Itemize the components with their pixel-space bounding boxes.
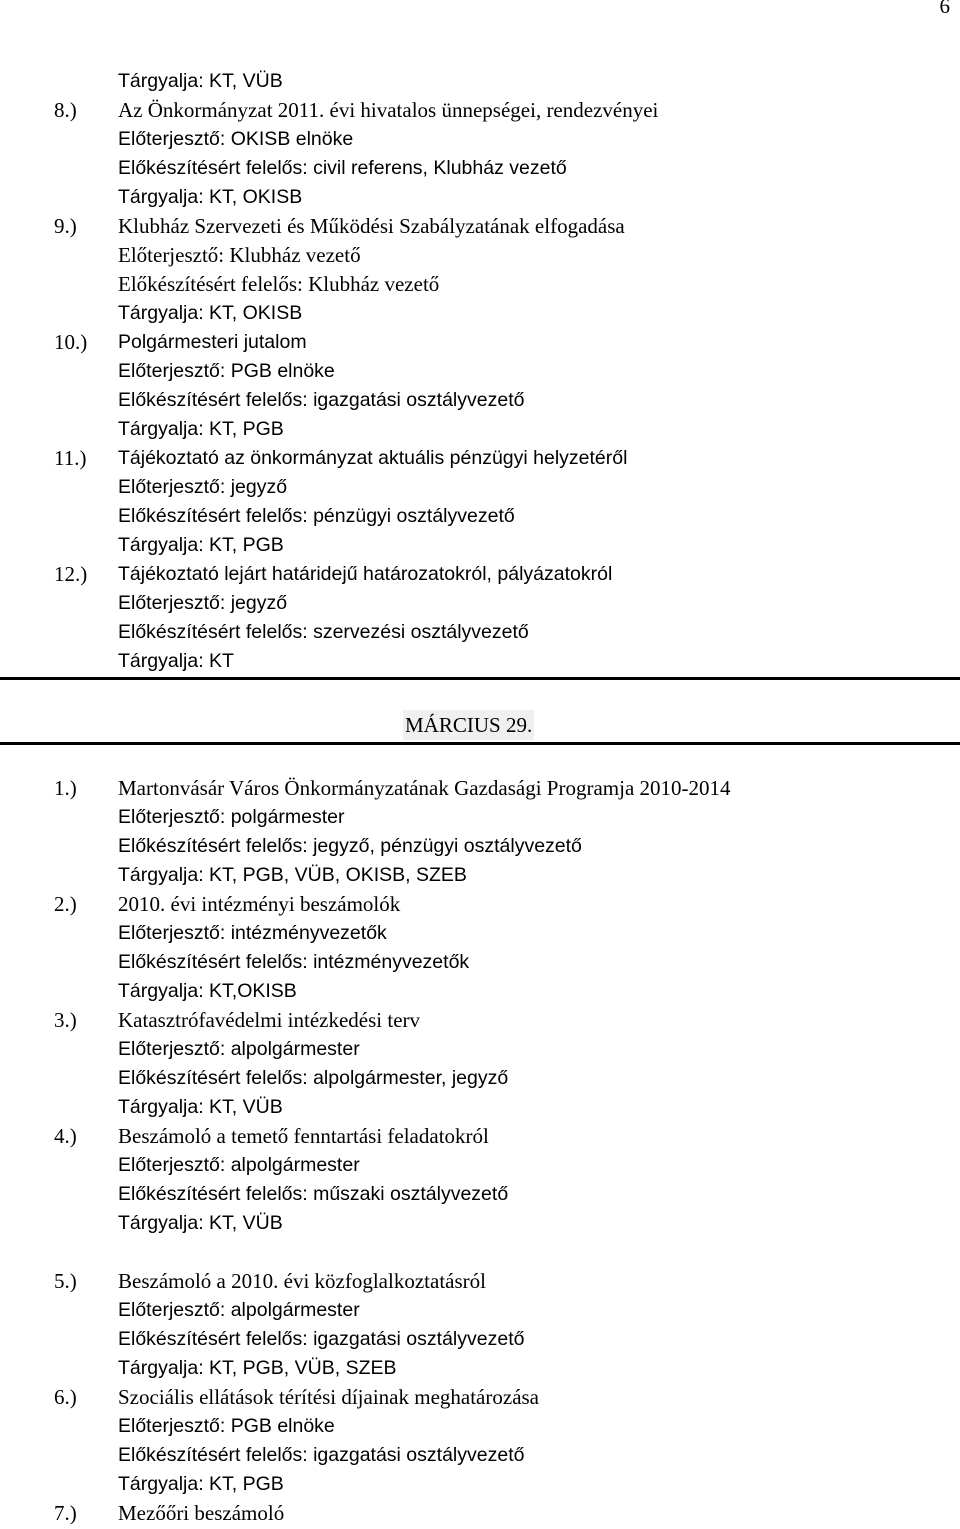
item-detail: Előkészítésért felelős: Klubház vezető <box>118 272 440 296</box>
item-detail: Tárgyalja: KT, PGB <box>118 1473 284 1495</box>
item-detail: Előterjesztő: alpolgármester <box>118 1038 360 1060</box>
item-number: 3.) <box>54 1008 77 1032</box>
item-detail: Előterjesztő: OKISB elnöke <box>118 128 354 150</box>
item-detail: Tárgyalja: KT, PGB <box>118 418 284 440</box>
item-number: 1.) <box>54 776 77 800</box>
item-number: 2.) <box>54 892 77 916</box>
item-title: Beszámoló a 2010. évi közfoglalkoztatásról <box>118 1269 486 1293</box>
item-detail: Előkészítésért felelős: igazgatási osztályvezető <box>118 1328 525 1350</box>
item-detail: Előterjesztő: polgármester <box>118 806 345 828</box>
item-detail: Előterjesztő: jegyző <box>118 476 288 498</box>
date-heading: MÁRCIUS 29. <box>403 710 534 740</box>
page-number: 6 <box>939 0 950 18</box>
item-detail: Előterjesztő: PGB elnöke <box>118 1415 335 1437</box>
item-title: Beszámoló a temető fenntartási feladatokról <box>118 1124 489 1148</box>
item-detail: Előterjesztő: PGB elnöke <box>118 360 335 382</box>
item-detail: Tárgyalja: KT, OKISB <box>118 186 303 208</box>
item-number: 4.) <box>54 1124 77 1148</box>
item-number: 12.) <box>54 562 88 586</box>
item-number: 5.) <box>54 1269 77 1293</box>
item-number: 9.) <box>54 214 77 238</box>
item-detail: Tárgyalja: KT, PGB, VÜB, OKISB, SZEB <box>118 864 467 886</box>
item-detail: Tárgyalja: KT, VÜB <box>118 70 283 92</box>
item-detail: Tárgyalja: KT, PGB, VÜB, SZEB <box>118 1357 397 1379</box>
item-detail: Tárgyalja: KT <box>118 650 234 672</box>
item-title: Mezőőri beszámoló <box>118 1501 285 1525</box>
item-detail: Előterjesztő: Klubház vezető <box>118 243 361 267</box>
item-detail: Előkészítésért felelős: igazgatási osztályvezető <box>118 389 525 411</box>
item-title: Az Önkormányzat 2011. évi hivatalos ünnepségei, rendezvényei <box>118 98 659 122</box>
item-title: Tájékoztató lejárt határidejű határozatokról, pályázatokról <box>118 563 613 585</box>
item-detail: Előkészítésért felelős: műszaki osztályvezető <box>118 1183 509 1205</box>
item-title: Klubház Szervezeti és Működési Szabályzatának elfogadása <box>118 214 625 238</box>
item-detail: Előkészítésért felelős: igazgatási osztályvezető <box>118 1444 525 1466</box>
item-detail: Előterjesztő: alpolgármester <box>118 1154 360 1176</box>
item-title: Tájékoztató az önkormányzat aktuális pénzügyi helyzetéről <box>118 447 628 469</box>
item-title: Katasztrófavédelmi intézkedési terv <box>118 1008 421 1032</box>
item-title: Martonvásár Város Önkormányzatának Gazdasági Programja 2010-2014 <box>118 776 731 800</box>
item-detail: Tárgyalja: KT, VÜB <box>118 1212 283 1234</box>
item-detail: Előterjesztő: alpolgármester <box>118 1299 360 1321</box>
item-detail: Tárgyalja: KT, OKISB <box>118 302 303 324</box>
item-detail: Tárgyalja: KT, VÜB <box>118 1096 283 1118</box>
item-detail: Előterjesztő: intézményvezetők <box>118 922 387 944</box>
item-detail: Előterjesztő: jegyző <box>118 592 288 614</box>
item-detail: Tárgyalja: KT, PGB <box>118 534 284 556</box>
item-title: Szociális ellátások térítési díjainak meghatározása <box>118 1385 540 1409</box>
item-detail: Tárgyalja: KT,OKISB <box>118 980 297 1002</box>
item-number: 6.) <box>54 1385 77 1409</box>
item-number: 7.) <box>54 1501 77 1525</box>
divider-top <box>0 677 960 680</box>
item-number: 8.) <box>54 98 77 122</box>
item-title: 2010. évi intézményi beszámolók <box>118 892 401 916</box>
item-number: 10.) <box>54 330 88 354</box>
item-detail: Előkészítésért felelős: alpolgármester, jegyző <box>118 1067 509 1089</box>
item-title: Polgármesteri jutalom <box>118 331 307 353</box>
item-detail: Előkészítésért felelős: szervezési osztályvezető <box>118 621 529 643</box>
item-detail: Előkészítésért felelős: civil referens, Klubház vezető <box>118 157 567 179</box>
item-detail: Előkészítésért felelős: intézményvezetők <box>118 951 470 973</box>
item-detail: Előkészítésért felelős: jegyző, pénzügyi osztályvezető <box>118 835 582 857</box>
divider-bottom <box>0 742 960 745</box>
item-detail: Előkészítésért felelős: pénzügyi osztályvezető <box>118 505 515 527</box>
item-number: 11.) <box>54 446 87 470</box>
